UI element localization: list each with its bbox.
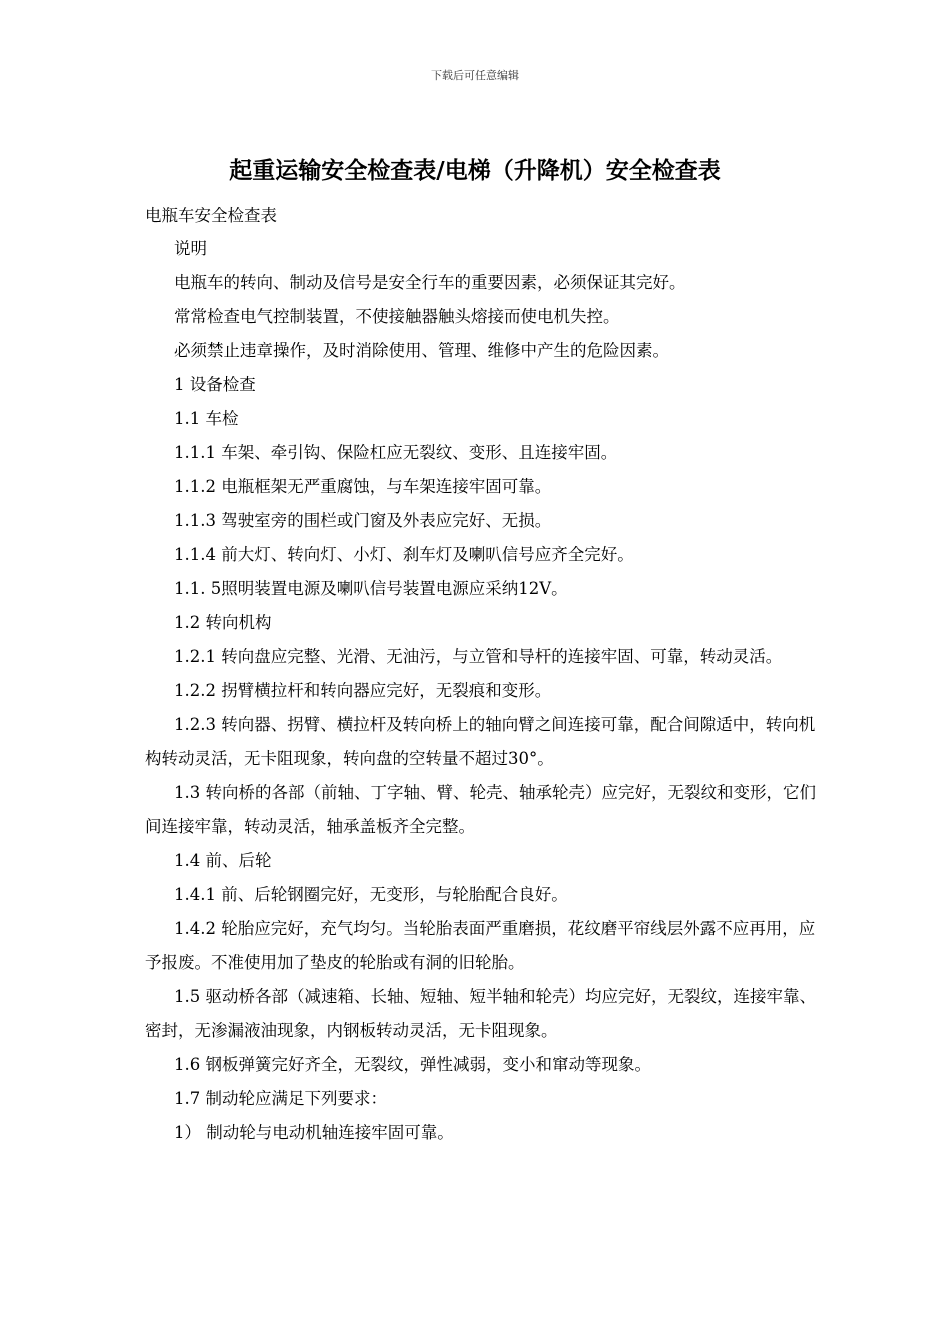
- paragraph: 1.2.1 转向盘应完整、光滑、无油污，与立管和导杆的连接牢固、可靠，转动灵活。: [174, 647, 783, 666]
- paragraph: 电瓶车的转向、制动及信号是安全行车的重要因素，必须保证其完好。: [174, 273, 686, 292]
- paragraph: 1.4 前、后轮: [174, 851, 272, 870]
- paragraph: 1.1 车检: [174, 409, 239, 428]
- paragraph: 1.7 制动轮应满足下列要求：: [174, 1089, 387, 1108]
- paragraph: 常常检查电气控制装置，不使接触器触头熔接而使电机失控。: [174, 307, 620, 326]
- paragraph: 1.2.2 拐臂横拉杆和转向器应完好，无裂痕和变形。: [174, 681, 552, 700]
- document-title: 起重运输安全检查表/电梯（升降机）安全检查表: [229, 158, 721, 184]
- paragraph: 1.1.2 电瓶框架无严重腐蚀，与车架连接牢固可靠。: [174, 477, 552, 496]
- paragraph: 必须禁止违章操作，及时消除使用、管理、维修中产生的危险因素。: [174, 341, 669, 360]
- header-note: 下载后可任意编辑: [431, 69, 519, 82]
- paragraph: 1.1.1 车架、牵引钩、保险杠应无裂纹、变形、且连接牢固。: [174, 443, 618, 462]
- document-body: [145, 232, 817, 1150]
- paragraph: 1.4.2 轮胎应完好，充气均匀。当轮胎表面严重磨损，花纹磨平帘线层外露不应再用，应予报废。不准使用加了垫皮的轮胎或有洞的旧轮胎。: [145, 919, 816, 972]
- paragraph: 说明: [174, 239, 207, 258]
- paragraph: 1） 制动轮与电动机轴连接牢固可靠。: [174, 1123, 454, 1142]
- paragraph: 1.5 驱动桥各部（减速箱、长轴、短轴、短半轴和轮壳）均应完好，无裂纹，连接牢靠、密封，无渗漏液油现象，内钢板转动灵活，无卡阻现象。: [145, 987, 816, 1040]
- paragraph: 1 设备检查: [174, 375, 256, 394]
- section-subtitle: 电瓶车安全检查表: [145, 206, 277, 225]
- paragraph: 1.1.4 前大灯、转向灯、小灯、刹车灯及喇叭信号应齐全完好。: [174, 545, 634, 564]
- paragraph: 1.6 钢板弹簧完好齐全，无裂纹，弹性减弱，变小和窜动等现象。: [174, 1055, 651, 1074]
- paragraph: 1.1.3 驾驶室旁的围栏或门窗及外表应完好、无损。: [174, 511, 552, 530]
- paragraph: 1.4.1 前、后轮钢圈完好，无变形，与轮胎配合良好。: [174, 885, 568, 904]
- paragraph: 1.1. 5照明装置电源及喇叭信号装置电源应采纳12V。: [174, 579, 568, 598]
- paragraph: 1.2.3 转向器、拐臂、横拉杆及转向桥上的轴向臂之间连接可靠，配合间隙适中，转向机构转动灵活，无卡阻现象，转向盘的空转量不超过30°。: [145, 715, 816, 768]
- paragraph: 1.2 转向机构: [174, 613, 272, 632]
- paragraph: 1.3 转向桥的各部（前轴、丁字轴、臂、轮壳、轴承轮壳）应完好，无裂纹和变形，它们间连接牢靠，转动灵活，轴承盖板齐全完整。: [145, 783, 816, 836]
